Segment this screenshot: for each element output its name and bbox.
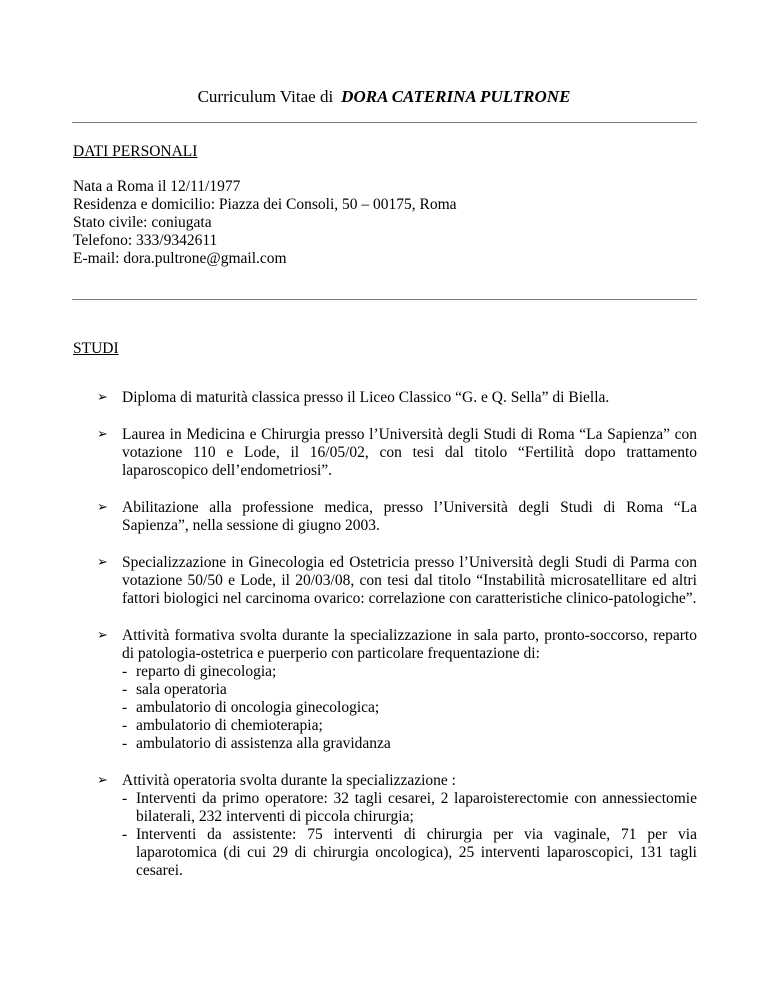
sublist-item: - reparto di ginecologia; bbox=[122, 663, 277, 680]
page-title bbox=[0, 87, 768, 107]
study-item-specialization bbox=[97, 554, 697, 608]
arrowhead-bullet-icon: ➢ bbox=[97, 628, 108, 643]
personal-data-block bbox=[73, 178, 673, 268]
sublist-item: - Interventi da primo operatore: 32 tagli cesarei, 2 laparoisterectomie con annessiectomie bilaterali, 232 interventi di piccola chirurgia; bbox=[122, 790, 697, 825]
arrowhead-bullet-icon: ➢ bbox=[97, 773, 108, 788]
arrowhead-bullet-icon: ➢ bbox=[97, 427, 108, 442]
title-name: DORA CATERINA PULTRONE bbox=[341, 87, 571, 106]
training-sublist bbox=[122, 663, 697, 753]
study-item-text: Laurea in Medicina e Chirurgia presso l’Università degli Studi di Roma “La Sapienza” con votazione 110 e Lode, il 16/05/02, con tesi dal titolo “Fertilità dopo trattamento laparoscopico dell’endometriosi”. bbox=[122, 426, 697, 479]
arrowhead-bullet-icon: ➢ bbox=[97, 390, 108, 405]
title-prefix: Curriculum Vitae di bbox=[197, 87, 334, 106]
arrowhead-bullet-icon: ➢ bbox=[97, 555, 108, 570]
sublist-item: - sala operatoria bbox=[122, 681, 227, 698]
sublist-item: - Interventi da assistente: 75 interventi di chirurgia per via vaginale, 71 per via laparotomica (di cui 29 di chirurgia oncologica), 25 interventi laparoscopici, 131 tagli cesarei. bbox=[122, 826, 697, 879]
study-item-diploma bbox=[97, 389, 697, 407]
study-item-training bbox=[97, 627, 697, 753]
personal-line-email: E-mail: dora.pultrone@gmail.com bbox=[73, 250, 287, 267]
divider-middle bbox=[72, 299, 697, 300]
study-item-text: Specializzazione in Ginecologia ed Ostetricia presso l’Università degli Studi di Parma con votazione 50/50 e Lode, il 20/03/08, con tesi dal titolo “Instabilità microsatellitare ed altri fattori biologici nel carcinoma ovarico: correlazione con caratteristiche clinico-patologiche”. bbox=[122, 554, 697, 607]
divider-top bbox=[72, 122, 697, 123]
surgery-sublist bbox=[122, 790, 697, 880]
section-heading-studies: STUDI bbox=[73, 340, 119, 357]
study-item-surgery bbox=[97, 772, 697, 880]
study-item-text: Attività formativa svolta durante la specializzazione in sala parto, pronto-soccorso, reparto di patologia-ostetrica e puerperio con particolare frequentazione di: bbox=[122, 627, 697, 662]
study-item-license bbox=[97, 499, 697, 535]
personal-line-phone: Telefono: 333/9342611 bbox=[73, 232, 218, 249]
sublist-item: - ambulatorio di oncologia ginecologica; bbox=[122, 699, 380, 716]
arrowhead-bullet-icon: ➢ bbox=[97, 500, 108, 515]
personal-line-residence: Residenza e domicilio: Piazza dei Consoli, 50 – 00175, Roma bbox=[73, 196, 457, 213]
study-item-text: Diploma di maturità classica presso il Liceo Classico “G. e Q. Sella” di Biella. bbox=[122, 389, 610, 406]
study-item-text: Attività operatoria svolta durante la specializzazione : bbox=[122, 772, 456, 789]
sublist-item: - ambulatorio di assistenza alla gravidanza bbox=[122, 735, 391, 752]
section-heading-personal: DATI PERSONALI bbox=[73, 143, 198, 160]
study-item-text: Abilitazione alla professione medica, presso l’Università degli Studi di Roma “La Sapienza”, nella sessione di giugno 2003. bbox=[122, 499, 697, 534]
study-item-degree bbox=[97, 426, 697, 480]
personal-line-birth: Nata a Roma il 12/11/1977 bbox=[73, 178, 241, 195]
studies-list bbox=[97, 389, 697, 899]
sublist-item: - ambulatorio di chemioterapia; bbox=[122, 717, 323, 734]
personal-line-civil-status: Stato civile: coniugata bbox=[73, 214, 212, 231]
